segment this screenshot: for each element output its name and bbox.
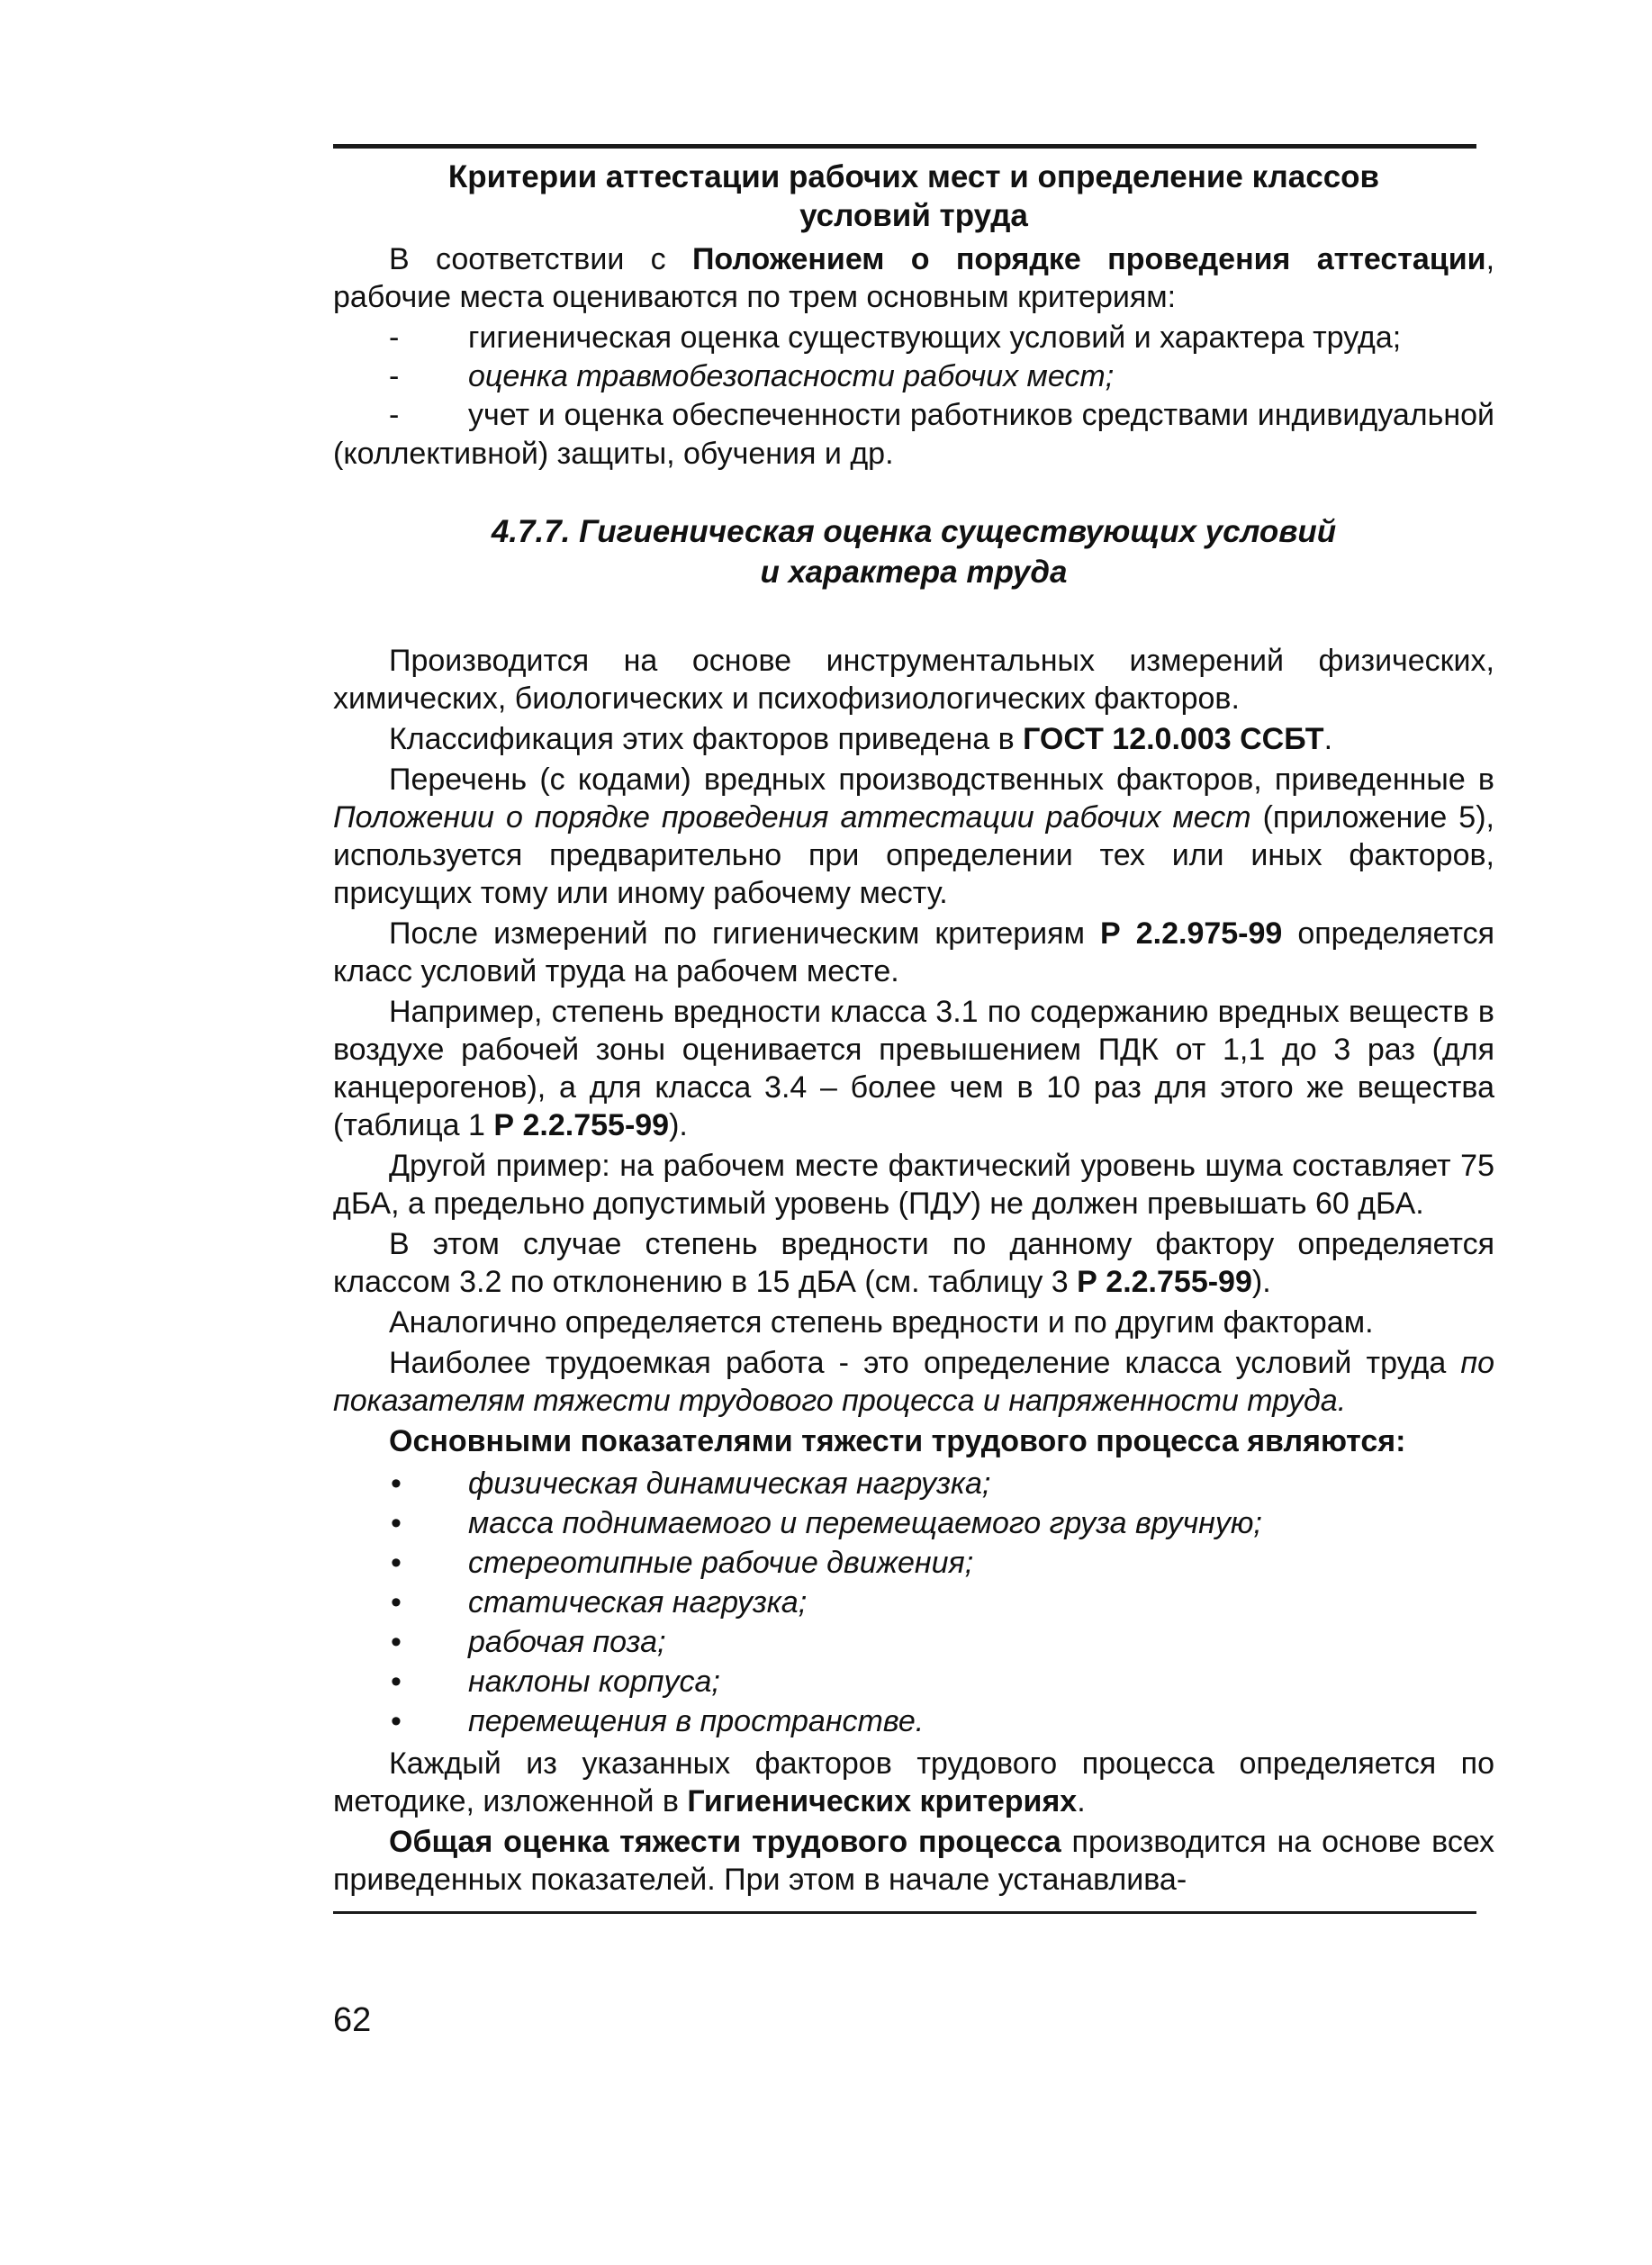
- section-title: [333, 511, 1494, 592]
- top-rule: [333, 144, 1476, 149]
- bullet-mark: •: [391, 1585, 402, 1620]
- standard-reference: Р 2.2.755-99: [1077, 1265, 1252, 1299]
- list-item: • рабочая поза;: [333, 1622, 1494, 1662]
- dash-mark: -: [389, 320, 400, 355]
- paragraph: Классификация этих факторов приведена в ГОСТ 12.0.003 ССБТ.: [389, 722, 1333, 756]
- indicators-heading: Основными показателями тяжести трудового процесса являются:: [389, 1424, 1406, 1458]
- bullet-mark: •: [391, 1665, 402, 1699]
- paragraph: Производится на основе инструментальных измерений физических, химических, биологических и психофизиологических факторов.: [333, 644, 1494, 716]
- list-item: • перемещения в пространстве.: [333, 1701, 1494, 1741]
- list-item: • масса поднимаемого и перемещаемого груза вручную;: [333, 1503, 1494, 1543]
- heading-line-1: Критерии аттестации рабочих мест и определение классов: [447, 159, 1380, 194]
- criteria-item: - оценка травмобезопасности рабочих мест;: [333, 357, 1494, 396]
- criteria-reference: Гигиенических критериях: [687, 1784, 1078, 1818]
- section-title-line-1: 4.7.7. Гигиеническая оценка существующих условий: [491, 514, 1337, 549]
- list-item: • стереотипные рабочие движения;: [333, 1543, 1494, 1583]
- heading-line-2: условий труда: [799, 198, 1028, 233]
- criteria-item: - учет и оценка обеспеченности работников средствами индивидуальной (коллективной) защиты, обучения и др.: [333, 398, 1494, 471]
- paragraph: После измерений по гигиеническим критериям Р 2.2.975-99 определяется класс условий труда на рабочем месте.: [333, 916, 1495, 988]
- paragraph: В этом случае степень вредности по данному фактору определяется классом 3.2 по отклонению в 15 дБА (см. таблицу 3 Р 2.2.755-99).: [333, 1227, 1494, 1299]
- list-item: • наклоны корпуса;: [333, 1662, 1494, 1701]
- list-item: • физическая динамическая нагрузка;: [333, 1464, 1494, 1503]
- paragraph: Общая оценка тяжести трудового процесса производится на основе всех приведенных показателей. При этом в начале устанавлива-: [333, 1825, 1494, 1897]
- bullet-mark: •: [391, 1625, 402, 1659]
- page-heading: [333, 158, 1494, 235]
- dash-mark: -: [389, 359, 400, 393]
- bullet-mark: •: [391, 1466, 402, 1501]
- standard-reference: Р 2.2.975-99: [1100, 916, 1283, 951]
- bullet-mark: •: [391, 1506, 402, 1540]
- paragraph: Другой пример: на рабочем месте фактический уровень шума составляет 75 дБА, а предельно допустимый уровень (ПДУ) не должен превышать 60 дБА.: [333, 1149, 1494, 1221]
- paragraph: Аналогично определяется степень вредности и по другим факторам.: [389, 1305, 1374, 1340]
- criteria-item: - гигиеническая оценка существующих условий и характера труда;: [333, 319, 1494, 357]
- paragraph: Каждый из указанных факторов трудового процесса определяется по методике, изложенной в Гигиенических критериях.: [333, 1746, 1494, 1818]
- indicators-list: [333, 1464, 1494, 1741]
- document-page: [333, 144, 1494, 1914]
- bottom-rule: [333, 1911, 1476, 1914]
- standard-reference: Р 2.2.755-99: [493, 1108, 670, 1142]
- paragraph: Перечень (с кодами) вредных производственных факторов, приведенные в Положении о порядке проведения аттестации рабочих мест (приложение 5), используется предварительно при определении тех или иных факторов, присущих тому или иному рабочему месту.: [333, 763, 1494, 910]
- standard-reference: ГОСТ 12.0.003 ССБТ: [1023, 722, 1324, 756]
- section-title-line-2: и характера труда: [760, 555, 1068, 590]
- paragraph: Наиболее трудоемкая работа - это определение класса условий труда по показателям тяжести трудового процесса и напряженности труда.: [333, 1346, 1494, 1418]
- page-number: 62: [333, 2001, 372, 2039]
- paragraph: Например, степень вредности класса 3.1 по содержанию вредных веществ в воздухе рабочей зоны оценивается превышением ПДК от 1,1 до 3 раз (для канцерогенов), а для класса 3.4 – более чем в 10 раз для этого же вещества (таблица 1 Р 2.2.755-99).: [333, 995, 1494, 1142]
- intro-paragraph: В соответствии с Положением о порядке проведения аттестации, рабочие места оцениваются по трем основным критериям:: [333, 242, 1495, 314]
- list-item: • статическая нагрузка;: [333, 1583, 1494, 1622]
- bullet-mark: •: [391, 1546, 402, 1580]
- regulation-reference: Положении о порядке проведения аттестации рабочих мест: [333, 800, 1251, 835]
- regulation-reference: Положением о порядке проведения аттестации: [691, 242, 1486, 276]
- criteria-list: [333, 319, 1494, 474]
- bullet-mark: •: [391, 1704, 402, 1738]
- dash-mark: -: [389, 398, 400, 432]
